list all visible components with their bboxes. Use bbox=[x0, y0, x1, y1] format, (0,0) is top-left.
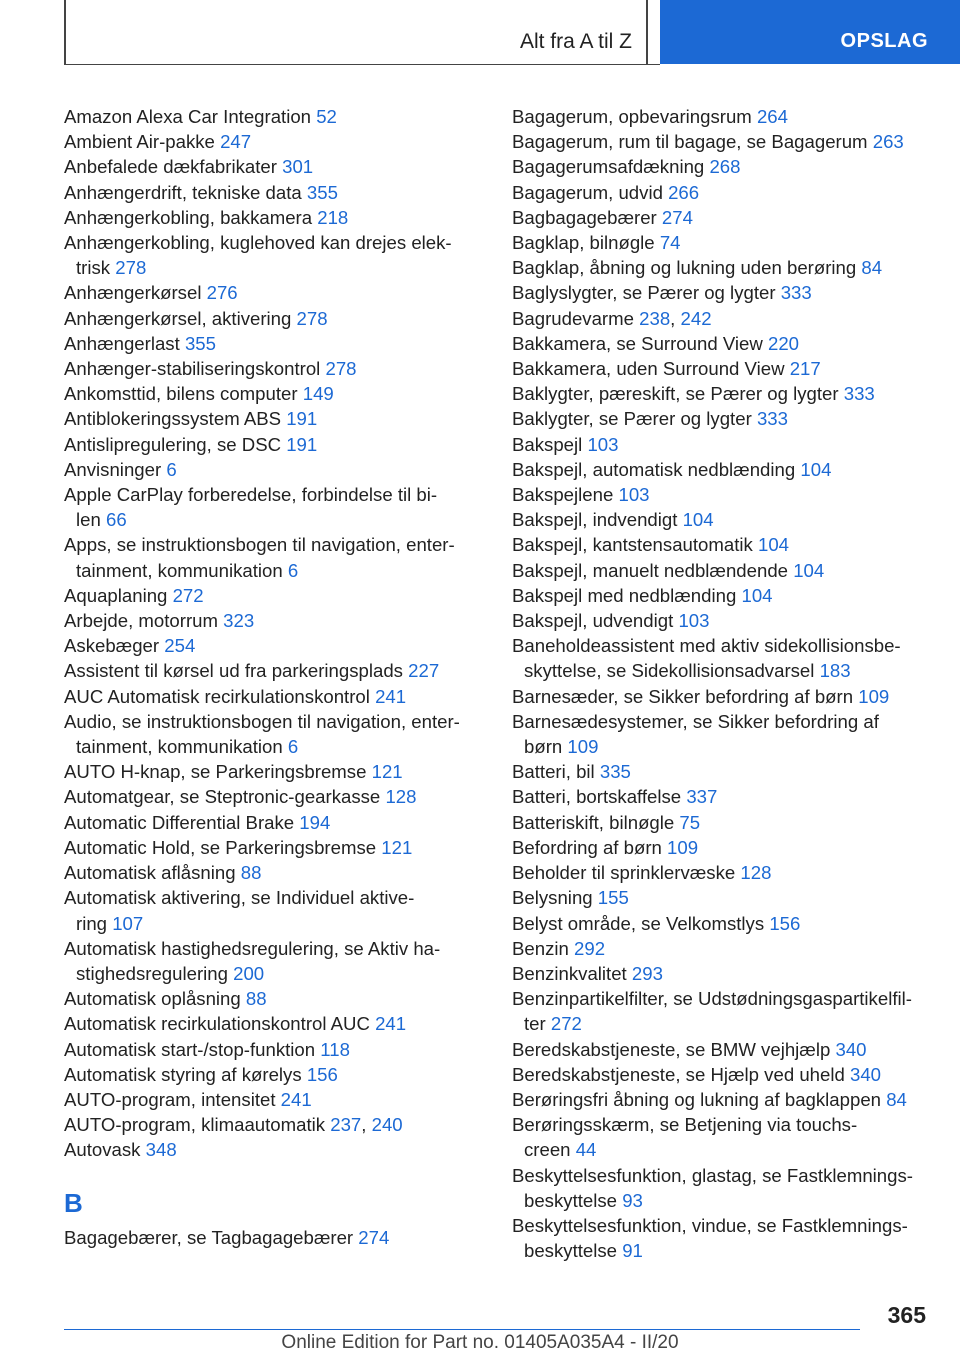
index-entry bbox=[512, 406, 932, 431]
index-entry-text: Anvisninger bbox=[64, 458, 162, 480]
page-reference-link[interactable]: 52 bbox=[316, 106, 337, 127]
index-column-left bbox=[64, 104, 484, 1250]
index-entry-text: Automatgear, se Steptronic-gearkasse bbox=[64, 786, 381, 808]
index-entry bbox=[64, 230, 484, 255]
index-entry bbox=[512, 1062, 932, 1087]
index-entry-text: Berøringsfri åbning og lukning af bagklappen bbox=[512, 1088, 882, 1110]
page-reference-link[interactable]: 276 bbox=[206, 282, 238, 304]
index-entry-text: Bakspejl, udvendigt bbox=[512, 610, 674, 632]
header-title-box bbox=[64, 0, 648, 64]
page-reference-link[interactable]: 121 bbox=[381, 836, 413, 858]
index-entry bbox=[512, 885, 932, 910]
page-reference-link[interactable]: 218 bbox=[317, 206, 349, 228]
page-reference-link[interactable]: 93 bbox=[622, 1189, 643, 1211]
index-entry bbox=[512, 104, 932, 129]
index-entry bbox=[512, 1087, 932, 1112]
index-entry bbox=[64, 835, 484, 860]
page-reference-link[interactable]: 128 bbox=[385, 786, 417, 808]
index-entry bbox=[64, 432, 484, 457]
page-reference-link[interactable]: 104 bbox=[682, 509, 714, 531]
page-reference-link[interactable]: 155 bbox=[597, 887, 629, 909]
index-entry bbox=[64, 406, 484, 431]
index-entry bbox=[512, 507, 932, 532]
index-entry bbox=[64, 810, 484, 835]
index-entry bbox=[512, 911, 932, 936]
index-entry bbox=[512, 1037, 932, 1062]
index-entry bbox=[512, 180, 932, 205]
index-entry bbox=[64, 583, 484, 608]
index-entry bbox=[512, 457, 932, 482]
index-entry-text: AUTO-program, klimaautomatik bbox=[64, 1114, 326, 1136]
index-entry bbox=[512, 154, 932, 179]
index-entry bbox=[64, 658, 484, 683]
index-entry-text: Automatic Hold, se Parkeringsbremse bbox=[64, 836, 377, 858]
page-reference-link[interactable]: 292 bbox=[574, 937, 606, 959]
index-entry bbox=[64, 154, 484, 179]
page-reference-link[interactable]: 263 bbox=[872, 131, 904, 153]
page-reference-link[interactable]: 103 bbox=[678, 610, 710, 632]
index-entry-text: Bakspejlene bbox=[512, 484, 614, 506]
index-entry bbox=[64, 306, 484, 331]
index-entry-text: Bakspejl, kantstensautomatik bbox=[512, 534, 753, 556]
index-entry: Bagrudevarme 238, 242 bbox=[512, 307, 712, 329]
page-reference-link[interactable]: 254 bbox=[164, 635, 196, 657]
index-entry: AUTO-program, klimaautomatik 237, 240 bbox=[64, 1114, 403, 1136]
index-entry bbox=[512, 1163, 932, 1188]
index-entry bbox=[64, 633, 484, 658]
index-entry-text: beskyttelse bbox=[524, 1189, 618, 1211]
index-entry-text: Batteriskift, bilnøgle bbox=[512, 811, 675, 833]
page-reference-link[interactable]: 278 bbox=[296, 307, 328, 329]
header-rule bbox=[64, 64, 660, 65]
index-entry-text: AUC Automatisk recirkulationskontrol bbox=[64, 685, 370, 707]
index-entry-continuation bbox=[512, 1011, 932, 1036]
page-reference-link[interactable]: 84 bbox=[886, 1088, 907, 1110]
index-entry-text: Apple CarPlay forberedelse, forbindelse til bi- bbox=[64, 484, 438, 506]
page-reference-link[interactable]: 355 bbox=[306, 181, 338, 203]
index-entry-text: Bagbagagebærer bbox=[512, 206, 657, 228]
page-reference-link[interactable]: 118 bbox=[320, 1038, 350, 1060]
index-entry-text: Anhængerkobling, kuglehoved kan drejes elek- bbox=[64, 232, 452, 254]
page-reference-link[interactable]: 91 bbox=[622, 1240, 643, 1262]
index-entry-text: Apps, se instruktionsbogen til navigation, enter- bbox=[64, 534, 455, 556]
page-reference-link[interactable]: 156 bbox=[769, 912, 801, 934]
index-entry-text: Automatisk styring af kørelys bbox=[64, 1063, 302, 1085]
index-entry-text: Bagrudevarme bbox=[512, 307, 634, 329]
index-entry bbox=[512, 205, 932, 230]
index-entry-text: tainment, kommunikation bbox=[76, 559, 283, 581]
index-entry-text: Anhængerkørsel, aktivering bbox=[64, 307, 292, 329]
page-reference-link[interactable]: 272 bbox=[172, 584, 204, 606]
index-entry-text: Antislipregulering, se DSC bbox=[64, 433, 282, 455]
index-entry-text: Belyst område, se Velkomstlys bbox=[512, 912, 765, 934]
page-reference-link[interactable]: 274 bbox=[358, 1226, 390, 1248]
index-entry bbox=[512, 230, 932, 255]
page-reference-link[interactable]: 272 bbox=[550, 1013, 582, 1035]
index-entry-text: creen bbox=[524, 1139, 571, 1161]
index-entry-text: Anhængerdrift, tekniske data bbox=[64, 181, 302, 203]
header-tab-opslag[interactable] bbox=[660, 0, 960, 64]
page-reference-link[interactable]: 44 bbox=[575, 1139, 597, 1161]
index-entry-text: Batteri, bil bbox=[512, 761, 595, 783]
page-reference-link[interactable]: 293 bbox=[631, 962, 663, 984]
index-entry-text: Benzin bbox=[512, 937, 569, 959]
index-entry bbox=[64, 205, 484, 230]
index-entry-text: Bakspejl, indvendigt bbox=[512, 509, 678, 531]
page-reference-link[interactable]: 337 bbox=[686, 786, 718, 808]
index-entry-text: Antiblokeringssystem ABS bbox=[64, 408, 282, 430]
index-entry bbox=[512, 860, 932, 885]
index-entry-text: Anhænger-stabiliseringskontrol bbox=[64, 358, 321, 380]
index-entry bbox=[64, 1225, 484, 1250]
page-reference-link[interactable]: 75 bbox=[679, 811, 701, 833]
index-entry bbox=[512, 936, 932, 961]
page-reference-link[interactable]: 238 bbox=[639, 307, 671, 329]
page-reference-link[interactable]: 268 bbox=[709, 156, 741, 178]
index-entry bbox=[64, 986, 484, 1011]
footer-edition-text: Online Edition for Part no. 01405A035A4 - II/20 bbox=[281, 1332, 679, 1353]
index-entry bbox=[512, 709, 932, 734]
index-entry-text: AUTO H-knap, se Parkeringsbremse bbox=[64, 761, 367, 783]
header-title: Alt fra A til Z bbox=[519, 30, 632, 53]
page-reference-link[interactable]: 333 bbox=[756, 408, 788, 430]
page-reference-link[interactable]: 241 bbox=[280, 1088, 312, 1110]
index-entry-continuation bbox=[64, 961, 484, 986]
index-entry bbox=[64, 129, 484, 154]
index-entry-continuation bbox=[512, 1238, 932, 1263]
index-entry-text: Berøringsskærm, se Betjening via touchs- bbox=[512, 1114, 858, 1136]
index-entry-text: Automatisk aflåsning bbox=[64, 862, 236, 884]
index-entry-text: Autovask bbox=[64, 1139, 141, 1161]
page-number: 365 bbox=[887, 1302, 926, 1328]
page-reference-link[interactable]: 241 bbox=[375, 685, 407, 707]
index-entry-text: trisk bbox=[76, 257, 111, 279]
page-reference-link[interactable]: 194 bbox=[299, 811, 331, 833]
index-column-right bbox=[512, 104, 932, 1263]
page-reference-link[interactable]: 128 bbox=[740, 862, 772, 884]
index-entry-text: Automatisk recirkulationskontrol AUC bbox=[64, 1013, 370, 1035]
page-reference-link[interactable]: 264 bbox=[756, 106, 788, 127]
page-reference-link[interactable]: 149 bbox=[302, 383, 334, 405]
index-entry-text: Barnesæder, se Sikker befordring af børn bbox=[512, 685, 854, 707]
page-reference-link[interactable]: 227 bbox=[408, 660, 440, 682]
page-reference-link[interactable]: 6 bbox=[287, 736, 299, 758]
index-entry bbox=[64, 936, 484, 961]
index-entry-continuation bbox=[512, 1188, 932, 1213]
page-reference-link[interactable]: 200 bbox=[233, 962, 265, 984]
index-entry-text: Benzinpartikelfilter, se Udstødningsgaspartikelfil- bbox=[512, 988, 912, 1010]
page-reference-link[interactable]: 241 bbox=[375, 1013, 407, 1035]
page-reference-link[interactable]: 278 bbox=[115, 257, 147, 279]
index-entry bbox=[512, 961, 932, 986]
index-entry-text: Befordring af børn bbox=[512, 836, 662, 858]
index-entry-text: ring bbox=[76, 912, 108, 934]
page-reference-link[interactable]: 240 bbox=[371, 1114, 403, 1136]
index-entry bbox=[512, 684, 932, 709]
page-reference-link[interactable]: 191 bbox=[286, 433, 318, 455]
index-entry bbox=[512, 835, 932, 860]
page-reference-link[interactable]: 335 bbox=[599, 761, 631, 783]
index-entry-text: Beredskabstjeneste, se Hjælp ved uheld bbox=[512, 1063, 845, 1085]
index-entry-text: Automatisk hastighedsregulering, se Aktiv ha- bbox=[64, 937, 441, 959]
index-entry bbox=[512, 280, 932, 305]
page-reference-link[interactable]: 217 bbox=[789, 358, 821, 380]
page-reference-link[interactable]: 88 bbox=[245, 988, 267, 1010]
page-reference-link[interactable]: 156 bbox=[306, 1063, 338, 1085]
index-entry-text: Arbejde, motorrum bbox=[64, 610, 218, 632]
index-entry-text: Beskyttelsesfunktion, vindue, se Fastklemnings- bbox=[512, 1214, 908, 1236]
index-entry-continuation bbox=[64, 255, 484, 280]
index-entry bbox=[512, 1112, 932, 1137]
index-entry-text: Beskyttelsesfunktion, glastag, se Fastklemnings- bbox=[512, 1164, 913, 1186]
page-reference-link[interactable]: 278 bbox=[325, 358, 357, 380]
page-reference-link[interactable]: 340 bbox=[835, 1038, 867, 1060]
index-entry-continuation bbox=[64, 507, 484, 532]
page-reference-link[interactable]: 323 bbox=[223, 610, 255, 632]
section-letter: B bbox=[64, 1187, 83, 1218]
index-entry-text: Automatic Differential Brake bbox=[64, 811, 295, 833]
index-entry-text: Bagagerumsafdækning bbox=[512, 156, 705, 178]
index-entry bbox=[64, 104, 484, 129]
index-entry bbox=[64, 532, 484, 557]
index-entry bbox=[64, 860, 484, 885]
index-entry bbox=[64, 885, 484, 910]
index-entry bbox=[64, 1011, 484, 1036]
header-tab-label: OPSLAG bbox=[840, 30, 928, 52]
index-entry bbox=[64, 1037, 484, 1062]
index-entry bbox=[512, 331, 932, 356]
page-reference-link[interactable]: 104 bbox=[741, 584, 773, 606]
page-reference-link[interactable]: 103 bbox=[587, 433, 619, 455]
index-entry bbox=[512, 356, 932, 381]
index-entry-continuation bbox=[512, 658, 932, 683]
index-entry-text: Aquaplaning bbox=[64, 584, 168, 606]
index-entry bbox=[512, 381, 932, 406]
index-entry-text: Assistent til kørsel ud fra parkeringsplads bbox=[64, 660, 403, 682]
page-reference-link[interactable]: 237 bbox=[330, 1114, 362, 1136]
page-reference-link[interactable]: 74 bbox=[659, 232, 681, 254]
index-entry-text: Beholder til sprinklervæske bbox=[512, 862, 736, 884]
index-entry bbox=[512, 759, 932, 784]
index-entry bbox=[512, 1213, 932, 1238]
index-entry-text: Anhængerkørsel bbox=[64, 282, 202, 304]
page-reference-link[interactable]: 88 bbox=[240, 862, 262, 884]
page-reference-link[interactable]: 109 bbox=[567, 736, 599, 758]
page-reference-link[interactable]: 242 bbox=[680, 307, 712, 329]
index-entry bbox=[64, 457, 484, 482]
index-entry bbox=[64, 482, 484, 507]
index-entry-continuation bbox=[512, 1137, 932, 1162]
index-entry-text: stighedsregulering bbox=[76, 962, 228, 984]
index-entry-text: Bakspejl med nedblænding bbox=[512, 584, 737, 606]
index-entry-text: Bagagerum, opbevaringsrum bbox=[512, 106, 752, 127]
index-entry bbox=[64, 784, 484, 809]
index-entry-text: beskyttelse bbox=[524, 1240, 618, 1262]
index-entry-text: Barnesædesystemer, se Sikker befordring af bbox=[512, 710, 879, 732]
page-reference-link[interactable]: 333 bbox=[780, 282, 812, 304]
index-entry-text: AUTO-program, intensitet bbox=[64, 1088, 276, 1110]
index-entry-text: Amazon Alexa Car Integration bbox=[64, 106, 312, 127]
page-reference-link[interactable]: 121 bbox=[371, 761, 403, 783]
index-entry-text: Batteri, bortskaffelse bbox=[512, 786, 682, 808]
index-entry-text: Belysning bbox=[512, 887, 593, 909]
index-entry-text: Automatisk start-/stop-funktion bbox=[64, 1038, 316, 1060]
page-reference-link[interactable]: 109 bbox=[667, 836, 699, 858]
index-entry-text: tainment, kommunikation bbox=[76, 736, 283, 758]
index-entry-continuation bbox=[64, 558, 484, 583]
index-entry-text: børn bbox=[524, 736, 563, 758]
index-entry bbox=[64, 180, 484, 205]
index-entry bbox=[64, 280, 484, 305]
index-entry-text: Automatisk aktivering, se Individuel aktive- bbox=[64, 887, 415, 909]
page-reference-link[interactable]: 247 bbox=[220, 131, 252, 153]
index-entry-text: ter bbox=[524, 1013, 546, 1035]
page-reference-link[interactable]: 355 bbox=[184, 332, 216, 354]
page-reference-link[interactable]: 191 bbox=[286, 408, 318, 430]
index-entry-text: Askebæger bbox=[64, 635, 160, 657]
index-entry-text: Baklygter, se Pærer og lygter bbox=[512, 408, 752, 430]
page-reference-link[interactable]: 103 bbox=[618, 484, 650, 506]
page-reference-link[interactable]: 6 bbox=[166, 458, 177, 480]
page-reference-link[interactable]: 333 bbox=[843, 383, 875, 405]
page-reference-link[interactable]: 104 bbox=[757, 534, 790, 556]
index-entry-text: Beredskabstjeneste, se BMW vejhjælp bbox=[512, 1038, 831, 1060]
index-entry bbox=[512, 255, 932, 280]
index-entry bbox=[64, 759, 484, 784]
index-entry-text: Bagagebærer, se Tagbagagebærer bbox=[64, 1226, 354, 1248]
index-entry bbox=[512, 482, 932, 507]
index-entry bbox=[512, 986, 932, 1011]
index-entry-text: Bakkamera, se Surround View bbox=[512, 332, 763, 354]
index-entry-text: Baglyslygter, se Pærer og lygter bbox=[512, 282, 776, 304]
page-reference-link[interactable]: 104 bbox=[793, 559, 825, 581]
index-entry bbox=[64, 331, 484, 356]
index-entry bbox=[512, 608, 932, 633]
page-reference-link[interactable]: 340 bbox=[850, 1063, 882, 1085]
index-entry bbox=[512, 810, 932, 835]
index-entry-text: Baneholdeassistent med aktiv sidekollisionsbe- bbox=[512, 635, 901, 657]
page-reference-link[interactable]: 104 bbox=[800, 458, 832, 480]
index-entry bbox=[64, 1062, 484, 1087]
index-entry-text: skyttelse, se Sidekollisionsadvarsel bbox=[524, 660, 815, 682]
index-entry-text: Ankomsttid, bilens computer bbox=[64, 383, 298, 405]
page-reference-link[interactable]: 66 bbox=[106, 509, 127, 531]
index-entry-text: Audio, se instruktionsbogen til navigation, enter- bbox=[64, 710, 460, 732]
page-reference-link[interactable]: 109 bbox=[858, 685, 890, 707]
index-entry-text: Bagklap, åbning og lukning uden berøring bbox=[512, 257, 857, 279]
index-entry bbox=[64, 381, 484, 406]
page-reference-link[interactable]: 6 bbox=[287, 559, 299, 581]
index-entry-continuation bbox=[512, 734, 932, 759]
index-entry bbox=[512, 583, 932, 608]
index-entry-text: Bakkamera, uden Surround View bbox=[512, 358, 785, 380]
index-entry-text: Bagklap, bilnøgle bbox=[512, 232, 655, 254]
index-entry-text: Baklygter, pæreskift, se Pærer og lygter bbox=[512, 383, 839, 405]
index-entry bbox=[512, 784, 932, 809]
index-entry-text: Bagagerum, udvid bbox=[512, 181, 663, 203]
page-reference-link[interactable]: 220 bbox=[767, 332, 800, 354]
page-reference-link[interactable]: 348 bbox=[145, 1139, 177, 1161]
index-entry bbox=[64, 608, 484, 633]
index-entry bbox=[512, 432, 932, 457]
page-reference-link[interactable]: 183 bbox=[819, 660, 851, 682]
index-entry bbox=[512, 129, 932, 154]
index-entry-text: Benzinkvalitet bbox=[512, 962, 627, 984]
index-entry-text: Anhængerkobling, bakkamera bbox=[64, 206, 313, 228]
page-reference-link[interactable]: 301 bbox=[282, 156, 314, 178]
index-entry bbox=[64, 709, 484, 734]
index-entry-text: Bakspejl, automatisk nedblænding bbox=[512, 458, 796, 480]
index-entry-text: len bbox=[76, 509, 101, 531]
index-entry bbox=[512, 532, 932, 557]
index-entry-text: Bakspejl, manuelt nedblændende bbox=[512, 559, 789, 581]
index-entry bbox=[512, 558, 932, 583]
page-reference-link[interactable]: 266 bbox=[668, 181, 700, 203]
index-entry-text: Bakspejl bbox=[512, 433, 583, 455]
index-entry bbox=[64, 684, 484, 709]
footer-rule bbox=[64, 1329, 860, 1330]
index-entry-continuation bbox=[64, 911, 484, 936]
index-entry bbox=[64, 1137, 484, 1162]
index-entry-text: Anhængerlast bbox=[64, 332, 180, 354]
index-entry bbox=[64, 356, 484, 381]
index-entry-text: Automatisk oplåsning bbox=[64, 988, 241, 1010]
index-entry-continuation bbox=[64, 734, 484, 759]
page-reference-link[interactable]: 107 bbox=[112, 912, 144, 934]
index-entry-text: Ambient Air-pakke bbox=[64, 131, 215, 153]
page-reference-link[interactable]: 274 bbox=[661, 206, 693, 228]
index-entry bbox=[512, 633, 932, 658]
index-entry-text: Bagagerum, rum til bagage, se Bagagerum bbox=[512, 131, 868, 153]
page-reference-link[interactable]: 84 bbox=[861, 257, 883, 279]
index-entry-text: Anbefalede dækfabrikater bbox=[64, 156, 277, 178]
index-entry bbox=[64, 1087, 484, 1112]
